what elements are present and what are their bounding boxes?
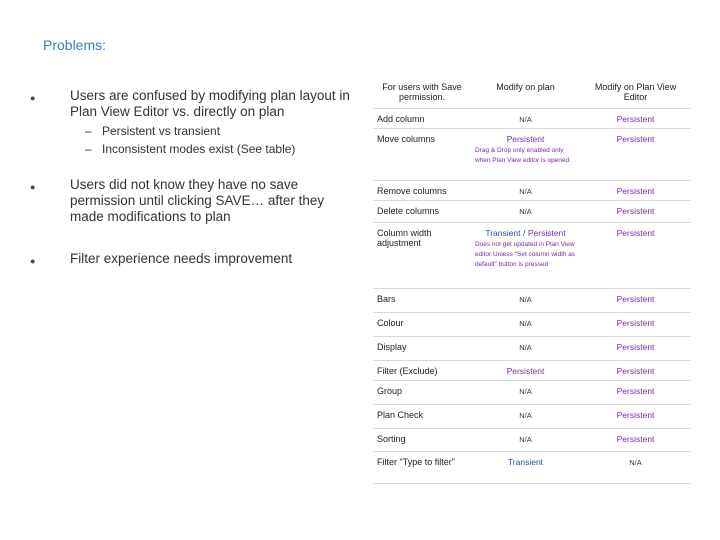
table-row bbox=[373, 361, 691, 381]
feature-cell: Filter (Exclude) bbox=[373, 361, 471, 381]
dash-icon: – bbox=[85, 142, 92, 156]
plan-cell: N/A bbox=[519, 319, 532, 328]
feature-cell: Plan Check bbox=[373, 405, 471, 429]
editor-cell: Persistent bbox=[616, 342, 655, 352]
table-row bbox=[373, 181, 691, 201]
bullet-text: Filter experience needs improvement bbox=[70, 251, 293, 266]
feature-cell: Colour bbox=[373, 313, 471, 337]
editor-cell: Persistent bbox=[616, 366, 655, 376]
editor-cell: Persistent bbox=[616, 434, 655, 444]
plan-cell: Transient bbox=[507, 457, 544, 467]
editor-cell: Persistent bbox=[616, 410, 655, 420]
table-row bbox=[373, 201, 691, 223]
plan-cell: N/A bbox=[519, 343, 532, 352]
editor-cell: Persistent bbox=[616, 294, 655, 304]
plan-cell: N/A bbox=[519, 207, 532, 216]
editor-cell: Persistent bbox=[616, 206, 655, 216]
table-header-row bbox=[373, 77, 691, 109]
feature-cell: Add column bbox=[373, 109, 471, 129]
plan-cell: N/A bbox=[519, 295, 532, 304]
column-header: Modify on Plan View Editor bbox=[580, 77, 691, 109]
plan-cell: N/A bbox=[519, 115, 532, 124]
table-row bbox=[373, 452, 691, 484]
plan-note: Does not get updated in Plan View editor Unless "Set column width as default" button is pressed bbox=[474, 241, 576, 268]
feature-cell: Display bbox=[373, 337, 471, 361]
plan-cell-separator: / bbox=[522, 228, 526, 238]
column-header: For users with Save permission. bbox=[373, 77, 471, 109]
plan-cell: Persistent bbox=[506, 134, 545, 144]
bullet-text: Users are confused by modifying plan layout in Plan View Editor vs. directly on plan bbox=[70, 88, 350, 119]
plan-cell: N/A bbox=[519, 387, 532, 396]
editor-cell: Persistent bbox=[616, 186, 655, 196]
table-row bbox=[373, 289, 691, 313]
bullet-dot-icon: ● bbox=[30, 182, 36, 192]
plan-cell: N/A bbox=[519, 411, 532, 420]
editor-cell: N/A bbox=[629, 458, 642, 467]
feature-cell: Bars bbox=[373, 289, 471, 313]
table-row bbox=[373, 223, 691, 289]
slide-title: Problems: bbox=[43, 37, 107, 53]
permission-table bbox=[373, 77, 691, 484]
sub-bullet-text: Persistent vs transient bbox=[102, 124, 221, 138]
table-row bbox=[373, 129, 691, 181]
bullet-dot-icon: ● bbox=[30, 256, 36, 266]
feature-cell: Sorting bbox=[373, 429, 471, 452]
column-header: Modify on plan bbox=[471, 77, 580, 109]
editor-cell: Persistent bbox=[616, 114, 655, 124]
table-row bbox=[373, 109, 691, 129]
feature-cell: Delete columns bbox=[373, 201, 471, 223]
plan-cell-transient: Transient bbox=[485, 228, 521, 238]
table-row bbox=[373, 381, 691, 405]
dash-icon: – bbox=[85, 124, 92, 138]
feature-cell: Filter "Type to filter" bbox=[373, 452, 471, 484]
bullet-dot-icon: ● bbox=[30, 93, 36, 103]
table-row bbox=[373, 337, 691, 361]
editor-cell: Persistent bbox=[616, 228, 655, 238]
table-row bbox=[373, 429, 691, 452]
table-row bbox=[373, 313, 691, 337]
feature-cell: Move columns bbox=[373, 129, 471, 181]
feature-cell: Group bbox=[373, 381, 471, 405]
sub-bullet-text: Inconsistent modes exist (See table) bbox=[102, 142, 296, 156]
plan-note: Drag & Drop only enabled only when Plan View editor is opened. bbox=[474, 147, 571, 164]
plan-cell: N/A bbox=[519, 187, 532, 196]
feature-cell: Column width adjustment bbox=[373, 223, 471, 289]
plan-cell: Persistent bbox=[506, 366, 545, 376]
plan-cell: N/A bbox=[519, 435, 532, 444]
editor-cell: Persistent bbox=[616, 134, 655, 144]
feature-cell: Remove columns bbox=[373, 181, 471, 201]
editor-cell: Persistent bbox=[616, 386, 655, 396]
table-row bbox=[373, 405, 691, 429]
plan-cell-persistent: Persistent bbox=[527, 228, 566, 238]
bullet-text: Users did not know they have no save permission until clicking SAVE… after they made modifications to plan bbox=[70, 177, 325, 224]
editor-cell: Persistent bbox=[616, 318, 655, 328]
